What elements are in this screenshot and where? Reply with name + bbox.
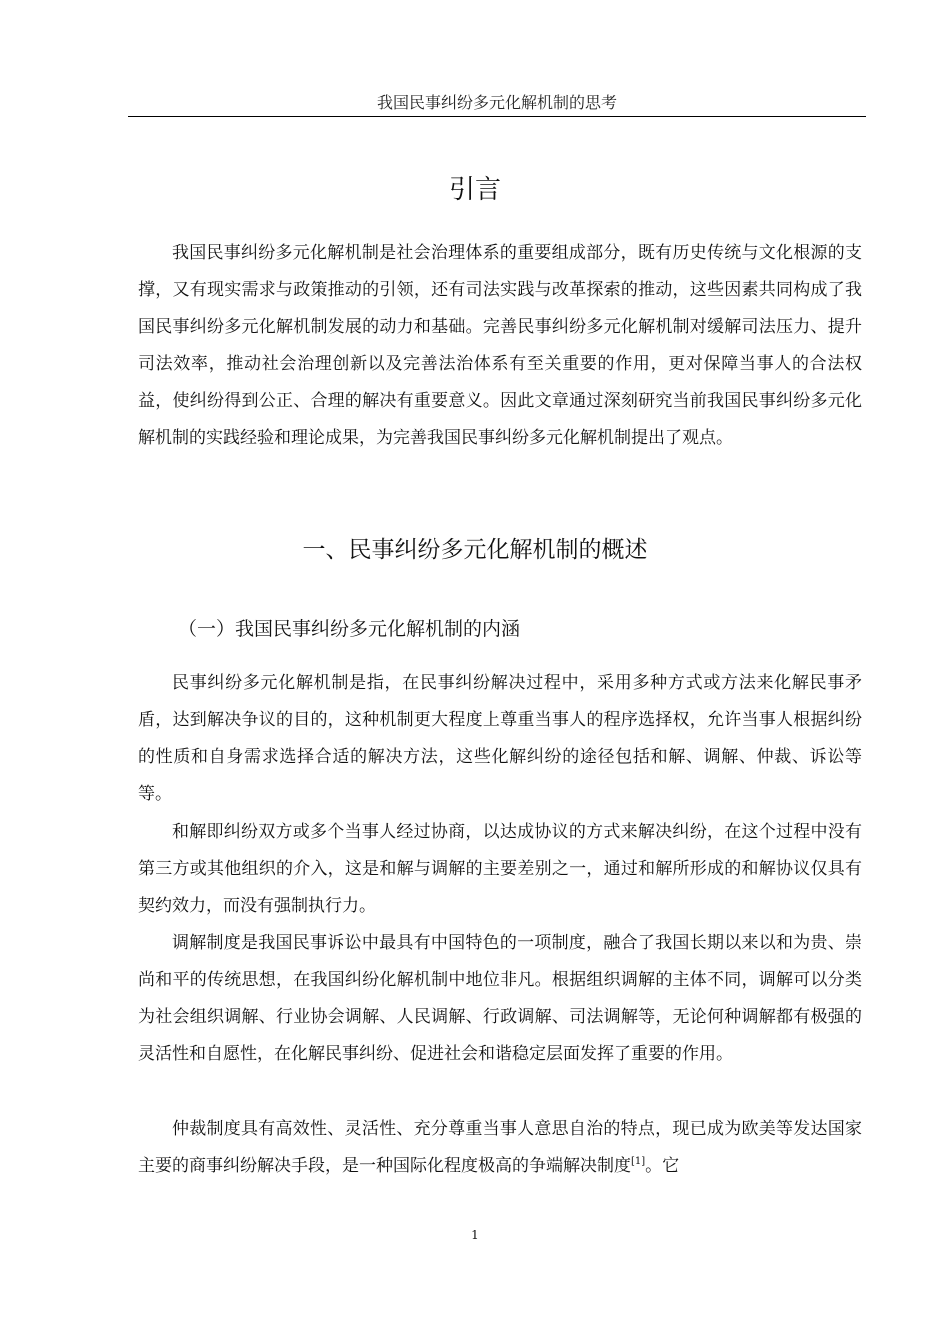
page-number: 1 (471, 1228, 479, 1242)
body-paragraph (138, 1111, 862, 1185)
body-paragraph: 和解即纠纷双方或多个当事人经过协商，以达成协议的方式来解决纠纷，在这个过程中没有第三方或其他组织的介入，这是和解与调解的主要差别之一，通过和解所形成的和解协议仅具有契约效力，而没有强制执行力。 (138, 822, 862, 916)
section-heading: 一、民事纠纷多元化解机制的概述 (302, 537, 648, 563)
citation-marker[interactable]: [1] (631, 1156, 646, 1167)
subsection-heading: （一）我国民事纠纷多元化解机制的内涵 (178, 618, 521, 640)
paragraph-tail: 。它 (645, 1156, 680, 1176)
intro-title: 引言 (448, 175, 501, 205)
running-header: 我国民事纠纷多元化解机制的思考 (128, 92, 866, 117)
paragraph-text: 仲裁制度具有高效性、灵活性、充分尊重当事人意思自治的特点，现已成为欧美等发达国家主要的商事纠纷解决手段，是一种国际化程度极高的争端解决制度 (138, 1119, 862, 1176)
body-paragraph: 民事纠纷多元化解机制是指，在民事纠纷解决过程中，采用多种方式或方法来化解民事矛盾，达到解决争议的目的，这种机制更大程度上尊重当事人的程序选择权，允许当事人根据纠纷的性质和自身需求选择合适的解决方法，这些化解纠纷的途径包括和解、调解、仲裁、诉讼等等。 (138, 673, 862, 804)
intro-paragraph: 我国民事纠纷多元化解机制是社会治理体系的重要组成部分，既有历史传统与文化根源的支撑，又有现实需求与政策推动的引领，还有司法实践与改革探索的推动，这些因素共同构成了我国民事纠纷多元化解机制发展的动力和基础。完善民事纠纷多元化解机制对缓解司法压力、提升司法效率，推动社会治理创新以及完善法治体系有至关重要的作用，更对保障当事人的合法权益，使纠纷得到公正、合理的解决有重要意义。因此文章通过深刻研究当前我国民事纠纷多元化解机制的实践经验和理论成果，为完善我国民事纠纷多元化解机制提出了观点。 (138, 243, 862, 448)
body-paragraph: 调解制度是我国民事诉讼中最具有中国特色的一项制度，融合了我国长期以来以和为贵、崇尚和平的传统思想，在我国纠纷化解机制中地位非凡。根据组织调解的主体不同，调解可以分类为社会组织调解、行业协会调解、人民调解、行政调解、司法调解等，无论何种调解都有极强的灵活性和自愿性，在化解民事纠纷、促进社会和谐稳定层面发挥了重要的作用。 (138, 933, 862, 1064)
